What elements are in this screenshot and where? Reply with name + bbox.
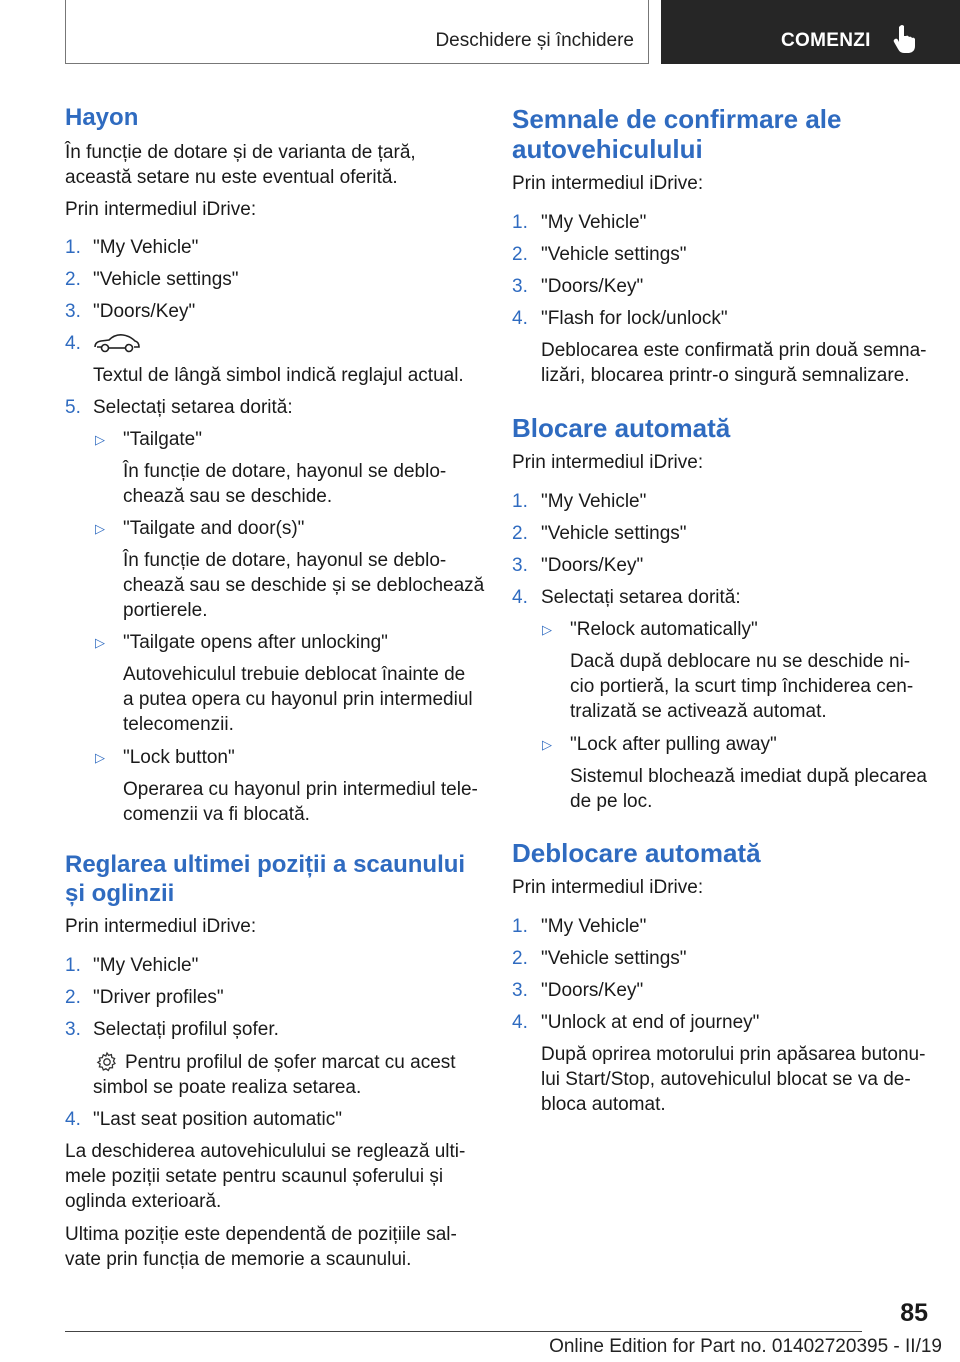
bullet-marker: ▷ [95,432,105,447]
section-title-autounlock: Deblocare automată [512,838,761,868]
option-text: de pe loc. [570,791,653,812]
step-text: "Doors/Key" [541,555,644,576]
step-number: 3. [512,555,528,576]
step-number: 2. [512,948,528,969]
step-note: Deblocarea este confirmată prin două semna- [541,340,927,361]
header-tab [661,0,960,64]
paragraph: vate prin funcția de memorie a scaunului. [65,1249,412,1270]
bullet-marker: ▷ [95,521,105,536]
paragraph: Prin intermediul iDrive: [512,173,704,194]
footer-divider [65,1331,862,1332]
option-text: Dacă după deblocare nu se deschide ni- [570,651,911,672]
paragraph: mele poziții setate pentru scaunul șoferului și [65,1166,444,1187]
step-text: "Flash for lock/unlock" [541,308,728,329]
option-text: În funcție de dotare, hayonul se deblo- [123,461,447,482]
step-number: 3. [65,1019,81,1040]
header-section-box [65,0,649,64]
option-text: cio portieră, la scurt timp închiderea cen- [570,676,914,697]
option-text: Autovehiculul trebuie deblocat înainte de [123,664,466,685]
step-text: "Vehicle settings" [541,948,687,969]
step-number: 1. [512,212,528,233]
car-icon [93,332,141,354]
option-label: "Relock automatically" [570,619,758,640]
step-number: 3. [65,301,81,322]
paragraph: Prin intermediul iDrive: [65,199,257,220]
step-text: "My Vehicle" [541,916,647,937]
header-tab-label: COMENZI [781,30,871,51]
step-number: 1. [65,955,81,976]
bullet-marker: ▷ [95,635,105,650]
option-text: tralizată se activează automat. [570,701,827,722]
step-text: "Vehicle settings" [541,244,687,265]
step-text: "My Vehicle" [93,237,199,258]
option-text: În funcție de dotare, hayonul se deblo- [123,550,447,571]
step-number: 2. [512,523,528,544]
section-title-autolock: Blocare automată [512,413,731,443]
paragraph: această setare nu este eventual oferită. [65,167,398,188]
step-number: 4. [512,308,528,329]
step-number: 4. [512,1012,528,1033]
paragraph: Prin intermediul iDrive: [512,877,704,898]
hand-pointer-icon [893,24,917,54]
section-title-hayon: Hayon [65,104,139,131]
paragraph: oglinda exterioară. [65,1191,222,1212]
section-title-signals-line1: Semnale de confirmare ale [512,104,842,134]
section-title-seat-line1: Reglarea ultimei poziții a scaunului [65,851,466,878]
step-number: 2. [65,987,81,1008]
option-label: "Lock button" [123,747,235,768]
option-label: "Tailgate" [123,429,202,450]
step-number: 3. [512,980,528,1001]
paragraph: În funcție de dotare și de varianta de țară, [65,142,416,163]
section-title-seat-line2: și oglinzii [65,880,175,907]
step-text: "Vehicle settings" [93,269,239,290]
step-note: bloca automat. [541,1094,666,1115]
header-section-title: Deschidere și închidere [435,30,634,51]
paragraph: Prin intermediul iDrive: [512,452,704,473]
option-text: Operarea cu hayonul prin intermediul tele- [123,779,478,800]
section-title-signals-line2: autovehiculului [512,134,703,164]
option-text: telecomenzii. [123,714,234,735]
step-text: "My Vehicle" [541,491,647,512]
paragraph: Ultima poziție este dependentă de pozițiile sal- [65,1224,457,1245]
option-label: "Lock after pulling away" [570,734,777,755]
step-number: 4. [512,587,528,608]
step-note: Textul de lângă simbol indică reglajul actual. [93,365,464,386]
page-number: 85 [900,1299,928,1327]
step-note: Pentru profilul de șofer marcat cu acest [125,1052,456,1073]
bullet-marker: ▷ [542,622,552,637]
option-text: chează sau se deschide și se deblochează [123,575,485,596]
step-number: 4. [65,1109,81,1130]
step-number: 5. [65,397,81,418]
step-text: "My Vehicle" [541,212,647,233]
step-note: lui Start/Stop, autovehiculul blocat se va de- [541,1069,911,1090]
step-text: "Doors/Key" [93,301,196,322]
step-note: lizări, blocarea printr-o singură semnalizare. [541,365,910,386]
step-number: 2. [512,244,528,265]
step-number: 1. [512,491,528,512]
step-number: 1. [512,916,528,937]
paragraph: Prin intermediul iDrive: [65,916,257,937]
step-text: "Unlock at end of journey" [541,1012,760,1033]
bullet-marker: ▷ [95,750,105,765]
step-text: "My Vehicle" [93,955,199,976]
step-text: "Doors/Key" [541,276,644,297]
option-label: "Tailgate opens after unlocking" [123,632,388,653]
option-text: comenzii va fi blocată. [123,804,310,825]
step-number: 3. [512,276,528,297]
step-text: "Doors/Key" [541,980,644,1001]
option-text: Sistemul blochează imediat după plecarea [570,766,927,787]
step-text: "Driver profiles" [93,987,224,1008]
step-number: 1. [65,237,81,258]
step-text: Selectați setarea dorită: [93,397,293,418]
step-note: După oprirea motorului prin apăsarea butonu- [541,1044,926,1065]
step-text: Selectați profilul șofer. [93,1019,279,1040]
option-text: portierele. [123,600,208,621]
gear-icon [96,1051,118,1073]
step-text: "Last seat position automatic" [93,1109,343,1130]
paragraph: La deschiderea autovehiculului se reglează ulti- [65,1141,466,1162]
option-label: "Tailgate and door(s)" [123,518,305,539]
footer-edition: Online Edition for Part no. 01402720395 - II/19 [549,1336,942,1357]
step-text: Selectați setarea dorită: [541,587,741,608]
step-number: 2. [65,269,81,290]
step-note: simbol se poate realiza setarea. [93,1077,362,1098]
bullet-marker: ▷ [542,737,552,752]
option-text: chează sau se deschide. [123,486,333,507]
step-number: 4. [65,333,81,354]
step-text: "Vehicle settings" [541,523,687,544]
option-text: a putea opera cu hayonul prin intermediul [123,689,473,710]
